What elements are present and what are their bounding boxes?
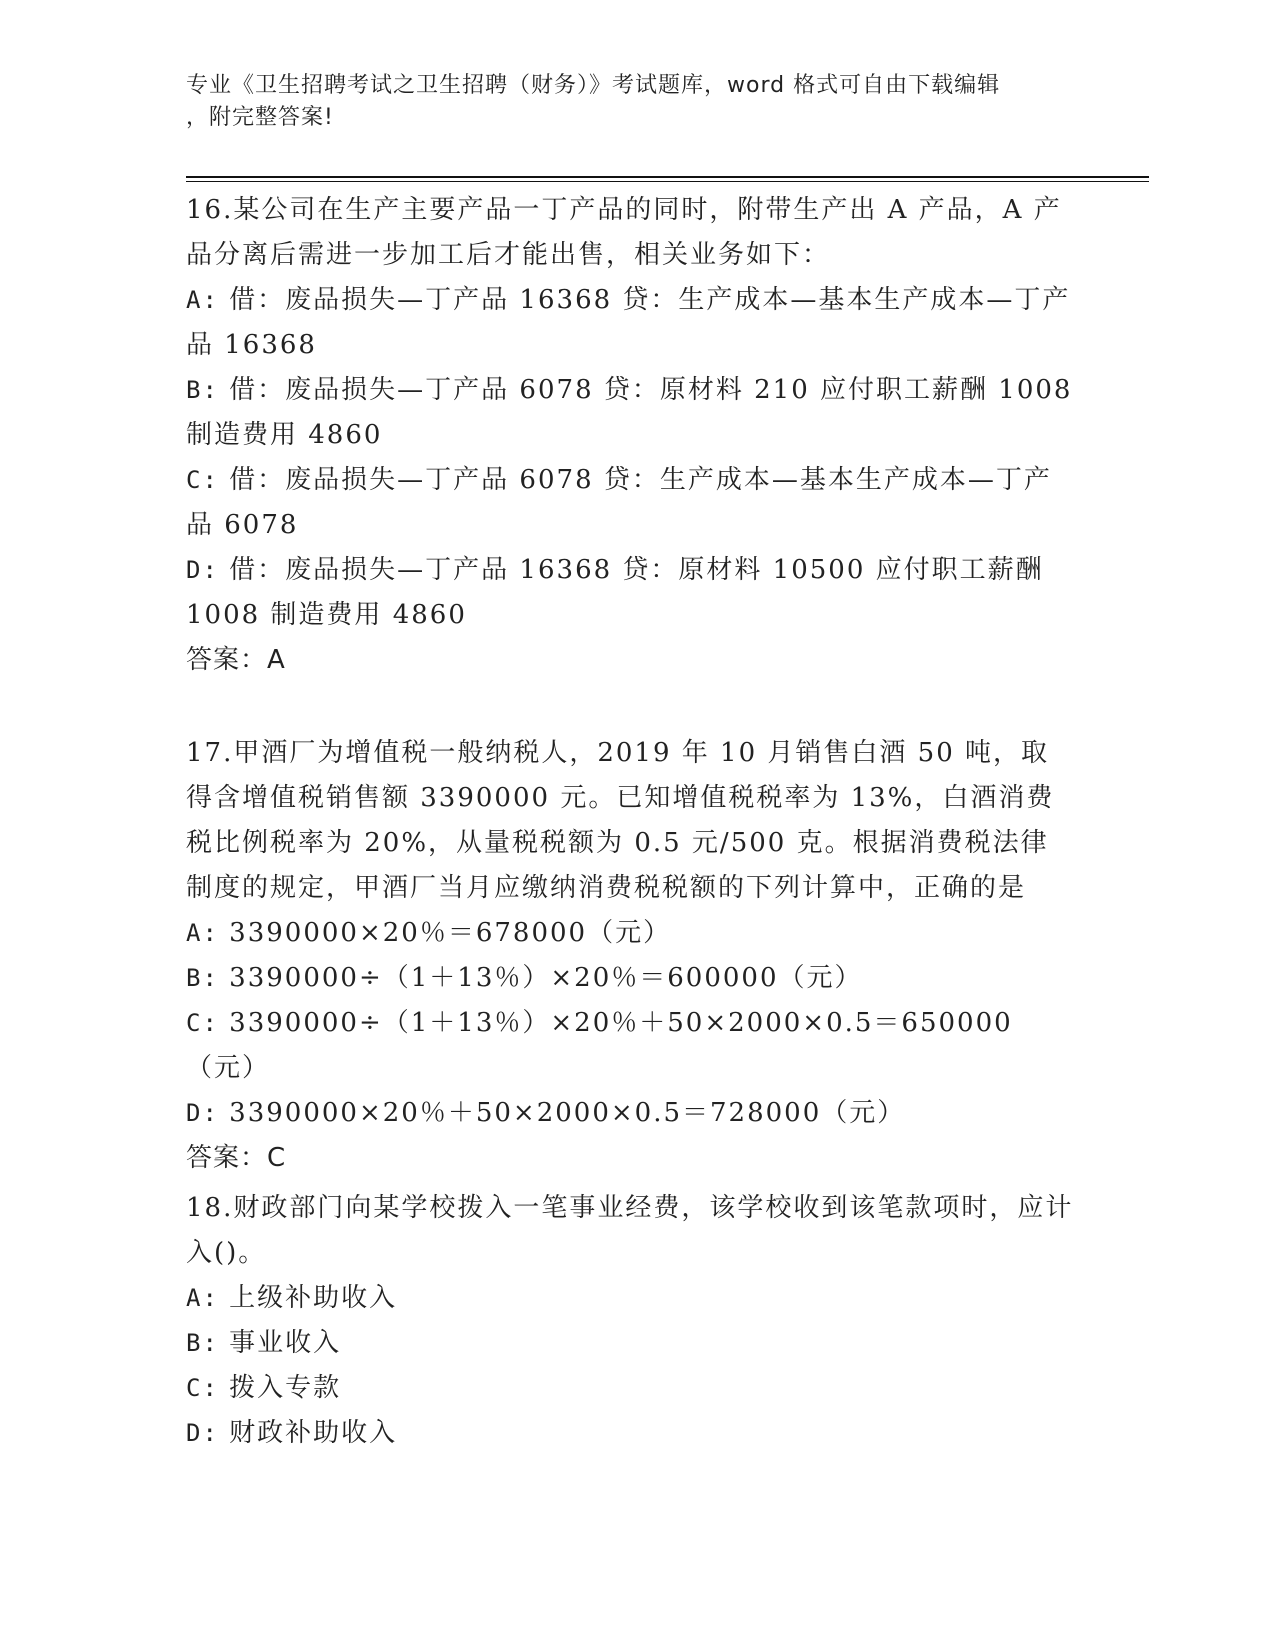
- option-a: [186, 1276, 1076, 1321]
- option-c: [186, 1366, 1076, 1411]
- option-c: [186, 1001, 1076, 1091]
- question-17: [186, 731, 1076, 1181]
- question-16: [186, 188, 1076, 683]
- document-header: [186, 70, 1066, 134]
- option-text: 事业收入: [229, 1328, 342, 1358]
- option-c: [186, 458, 1076, 548]
- option-letter: B:: [186, 1329, 219, 1357]
- header-divider-thin: [186, 181, 1149, 182]
- option-letter: A:: [186, 919, 219, 947]
- answer: 答案：A: [186, 645, 286, 675]
- question-stem: 18.财政部门向某学校拨入一笔事业经费，该学校收到该笔款项时，应计入()。: [186, 1193, 1074, 1268]
- option-letter: C:: [186, 466, 219, 494]
- option-letter: D:: [186, 1099, 219, 1127]
- question-18: [186, 1186, 1076, 1456]
- option-letter: A:: [186, 286, 219, 314]
- option-text: 借：废品损失—丁产品 16368 贷：原材料 10500 应付职工薪酬 1008 制造费用 4860: [186, 555, 1044, 630]
- option-b: [186, 1321, 1076, 1366]
- option-text: 财政补助收入: [229, 1418, 398, 1448]
- option-d: [186, 1091, 1076, 1136]
- header-divider-thick: [186, 176, 1149, 178]
- option-text: 上级补助收入: [229, 1283, 398, 1313]
- header-line-2: ，附完整答案!: [186, 105, 334, 130]
- option-text: 3390000÷（1＋13％）×20％＋50×2000×0.5＝650000（元）: [186, 1008, 1013, 1083]
- option-d: [186, 548, 1076, 638]
- option-b: [186, 368, 1076, 458]
- question-stem: 17.甲酒厂为增值税一般纳税人，2019 年 10 月销售白酒 50 吨，取得含增值税销售额 3390000 元。已知增值税税率为 13%，白酒消费税比例税率为 20%，从量税税额为 0.5 元/500 克。根据消费税法律制度的规定，甲酒厂当月应缴纳消费税税额的下列计算中，正确的是: [186, 738, 1055, 903]
- option-text: 3390000×20％＝678000（元）: [229, 918, 672, 948]
- option-b: [186, 956, 1076, 1001]
- answer: 答案：C: [186, 1143, 287, 1173]
- option-letter: B:: [186, 376, 219, 404]
- option-a: [186, 911, 1076, 956]
- option-text: 3390000×20％＋50×2000×0.5＝728000（元）: [229, 1098, 906, 1128]
- option-letter: B:: [186, 964, 219, 992]
- option-d: [186, 1411, 1076, 1456]
- option-a: [186, 278, 1076, 368]
- option-text: 拨入专款: [229, 1373, 342, 1403]
- question-stem: 16.某公司在生产主要产品一丁产品的同时，附带生产出 A 产品，A 产品分离后需进一步加工后才能出售，相关业务如下：: [186, 195, 1062, 270]
- option-letter: D:: [186, 556, 219, 584]
- option-text: 借：废品损失—丁产品 6078 贷：原材料 210 应付职工薪酬 1008 制造费用 4860: [186, 375, 1073, 450]
- option-letter: D:: [186, 1419, 219, 1447]
- option-letter: C:: [186, 1374, 219, 1402]
- option-text: 借：废品损失—丁产品 6078 贷：生产成本—基本生产成本—丁产品 6078: [186, 465, 1052, 540]
- option-letter: C:: [186, 1009, 219, 1037]
- option-letter: A:: [186, 1284, 219, 1312]
- header-line-1: 专业《卫生招聘考试之卫生招聘（财务）》考试题库，word 格式可自由下载编辑: [186, 73, 1001, 98]
- option-text: 借：废品损失—丁产品 16368 贷：生产成本—基本生产成本—丁产品 16368: [186, 285, 1071, 360]
- option-text: 3390000÷（1＋13％）×20％＝600000（元）: [229, 963, 863, 993]
